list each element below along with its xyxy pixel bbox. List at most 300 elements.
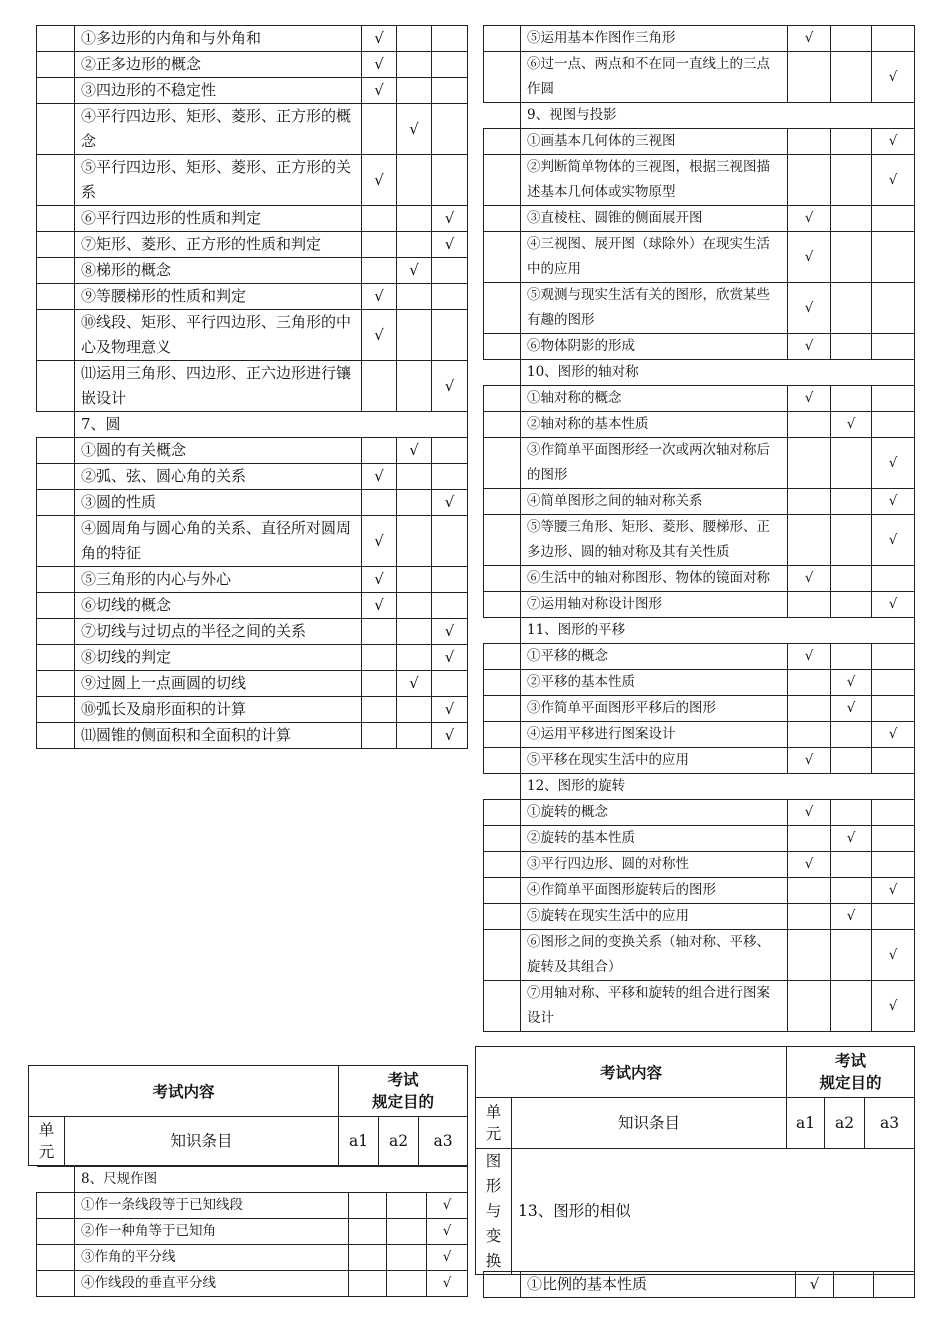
- section-title-7: 7、圆: [75, 412, 468, 438]
- level-a2-cell: [831, 26, 872, 52]
- level-a1-cell: [788, 412, 831, 438]
- level-a2-cell: [397, 697, 432, 723]
- knowledge-item: ②弧、弦、圆心角的关系: [75, 464, 362, 490]
- unit-cell: [484, 878, 521, 904]
- level-a2-header: a2: [379, 1117, 419, 1166]
- table-row: [37, 516, 468, 567]
- level-a1-cell: [788, 670, 831, 696]
- knowledge-item: ③作角的平分线: [75, 1245, 349, 1271]
- level-a2-cell: [397, 671, 432, 697]
- check-mark: √: [442, 1223, 452, 1239]
- level-a1-cell: [788, 592, 831, 618]
- level-a2-cell: [387, 1245, 427, 1271]
- unit-cell: [37, 619, 75, 645]
- unit-cell: [484, 489, 521, 515]
- level-a1-cell: [362, 52, 397, 78]
- level-a2-cell: [831, 722, 872, 748]
- table-row: [37, 567, 468, 593]
- knowledge-item: ⑤观测与现实生活有关的图形，欣赏某些有趣的图形: [521, 283, 788, 334]
- level-a1-cell: [788, 644, 831, 670]
- table-row: [484, 438, 915, 489]
- unit-cell: [37, 206, 75, 232]
- check-mark: √: [804, 856, 814, 872]
- unit-cell: [37, 438, 75, 464]
- level-a3-cell: [872, 412, 915, 438]
- level-a1-cell: [362, 361, 397, 412]
- unit-cell: [484, 52, 521, 103]
- unit-char: 图: [485, 1152, 502, 1170]
- level-a3-header: a3: [419, 1117, 468, 1166]
- level-a2-cell: [397, 645, 432, 671]
- level-a1-cell: [788, 232, 831, 283]
- level-a1-cell: [362, 671, 397, 697]
- unit-cell: [37, 516, 75, 567]
- level-a2-cell: [397, 258, 432, 284]
- level-a1-cell: [362, 206, 397, 232]
- level-a3-header: a3: [865, 1098, 915, 1149]
- level-a2-cell: [831, 800, 872, 826]
- knowledge-item: ①比例的基本性质: [521, 1272, 796, 1298]
- check-mark: √: [846, 674, 856, 690]
- level-a1-cell: [788, 334, 831, 360]
- unit-cell: [484, 386, 521, 412]
- level-a2-cell: [831, 826, 872, 852]
- level-a1-cell: [349, 1193, 387, 1219]
- goal-header-line2: 规定目的: [819, 1073, 882, 1092]
- unit-cell: [484, 566, 521, 592]
- knowledge-item: ①圆的有关概念: [75, 438, 362, 464]
- unit-cell: [37, 52, 75, 78]
- level-a3-cell: [432, 516, 468, 567]
- knowledge-item: ③直棱柱、圆锥的侧面展开图: [521, 206, 788, 232]
- table-row: [37, 619, 468, 645]
- table-row: [484, 981, 915, 1032]
- level-a1-cell: [349, 1219, 387, 1245]
- check-mark: √: [888, 531, 898, 548]
- left-top-table: [36, 25, 468, 749]
- level-a1-cell: [788, 52, 831, 103]
- unit-cell: [37, 1219, 75, 1245]
- level-a2-cell: [397, 104, 432, 155]
- knowledge-item: ⑤等腰三角形、矩形、菱形、腰梯形、正多边形、圆的轴对称及其有关性质: [521, 515, 788, 566]
- level-a3-cell: [872, 232, 915, 283]
- check-mark: √: [888, 997, 898, 1014]
- table-row: [37, 206, 468, 232]
- knowledge-item: ②旋转的基本性质: [521, 826, 788, 852]
- section-row: [484, 774, 915, 800]
- table-row: [37, 1193, 468, 1219]
- check-mark: √: [374, 596, 384, 614]
- left-bottom-table: [36, 1166, 468, 1297]
- unit-cell: [484, 360, 521, 386]
- level-a2-cell: [387, 1219, 427, 1245]
- unit-cell: [484, 722, 521, 748]
- level-a2-cell: [831, 412, 872, 438]
- level-a1-cell: [788, 283, 831, 334]
- unit-cell: [484, 774, 521, 800]
- level-a1-cell: [362, 284, 397, 310]
- level-a1-cell: [362, 464, 397, 490]
- unit-header-line2: 元: [38, 1143, 55, 1161]
- check-mark: √: [374, 570, 384, 588]
- section-title-9: 9、视图与投影: [521, 103, 915, 129]
- level-a3-cell: [432, 310, 468, 361]
- unit-char: 换: [485, 1252, 502, 1270]
- level-a1-cell: [796, 1272, 834, 1298]
- table-row: [484, 489, 915, 515]
- knowledge-item: ⑩线段、矩形、平行四边形、三角形的中心及物理意义: [75, 310, 362, 361]
- unit-cell: [37, 26, 75, 52]
- check-mark: √: [444, 622, 455, 640]
- unit-char: 与: [485, 1202, 502, 1220]
- level-a3-cell: [872, 566, 915, 592]
- level-a1-cell: [362, 697, 397, 723]
- level-a2-cell: [831, 438, 872, 489]
- section-row: [484, 103, 915, 129]
- level-a3-cell: [432, 438, 468, 464]
- knowledge-item: ⑥生活中的轴对称图形、物体的镜面对称: [521, 566, 788, 592]
- check-mark: √: [804, 752, 814, 768]
- table-row: [37, 310, 468, 361]
- table-row: [37, 593, 468, 619]
- unit-header-line1: 单: [38, 1121, 55, 1139]
- table-row: [37, 361, 468, 412]
- level-a3-cell: [874, 1272, 915, 1298]
- check-mark: √: [804, 804, 814, 820]
- knowledge-item: ③四边形的不稳定性: [75, 78, 362, 104]
- level-a1-cell: [788, 981, 831, 1032]
- table-row: [484, 904, 915, 930]
- unit-cell: [484, 155, 521, 206]
- knowledge-item: ③圆的性质: [75, 490, 362, 516]
- knowledge-item: ①作一条线段等于已知线段: [75, 1193, 349, 1219]
- content-header: 考试内容: [476, 1047, 787, 1098]
- level-a3-cell: [872, 852, 915, 878]
- level-a1-cell: [349, 1271, 387, 1297]
- unit-cell: [37, 593, 75, 619]
- check-mark: √: [888, 454, 898, 471]
- level-a2-cell: [831, 878, 872, 904]
- level-a1-cell: [788, 852, 831, 878]
- unit-cell: [37, 258, 75, 284]
- level-a2-cell: [831, 748, 872, 774]
- unit-cell: [37, 1271, 75, 1297]
- level-a2-cell: [397, 78, 432, 104]
- unit-cell: [484, 618, 521, 644]
- table-row: [37, 52, 468, 78]
- unit-cell: [37, 1193, 75, 1219]
- knowledge-item: ⑦运用轴对称设计图形: [521, 592, 788, 618]
- level-a2-cell: [397, 723, 432, 749]
- level-a1-cell: [788, 904, 831, 930]
- level-a2-cell: [397, 284, 432, 310]
- table-row: [37, 26, 468, 52]
- knowledge-item: ③作简单平面图形经一次或两次轴对称后的图形: [521, 438, 788, 489]
- knowledge-item: ②判断简单物体的三视图，根据三视图描述基本几何体或实物原型: [521, 155, 788, 206]
- unit-cell: [37, 671, 75, 697]
- unit-cell: [37, 232, 75, 258]
- level-a1-cell: [362, 310, 397, 361]
- table-row: [484, 566, 915, 592]
- knowledge-item: ①画基本几何体的三视图: [521, 129, 788, 155]
- unit-cell: [37, 412, 75, 438]
- level-a2-cell: [397, 464, 432, 490]
- level-a1-cell: [362, 490, 397, 516]
- level-a3-cell: [872, 800, 915, 826]
- knowledge-item: ④运用平移进行图案设计: [521, 722, 788, 748]
- level-a3-cell: [872, 930, 915, 981]
- level-a1-header: a1: [787, 1098, 825, 1149]
- level-a1-cell: [788, 566, 831, 592]
- level-a3-cell: [872, 515, 915, 566]
- level-a2-cell: [397, 155, 432, 206]
- knowledge-item: ⑤运用基本作图作三角形: [521, 26, 788, 52]
- table-row: [37, 155, 468, 206]
- unit-cell: [484, 283, 521, 334]
- level-a2-cell: [397, 490, 432, 516]
- section-row: [37, 412, 468, 438]
- content-header: 考试内容: [29, 1066, 339, 1117]
- table-row: [484, 826, 915, 852]
- level-a2-cell: [397, 310, 432, 361]
- right-bottom-table: [483, 1271, 915, 1298]
- unit-cell: [37, 1167, 75, 1193]
- level-a1-cell: [788, 206, 831, 232]
- table-row: [37, 1245, 468, 1271]
- level-a1-cell: [788, 515, 831, 566]
- table-row: [484, 1272, 915, 1298]
- check-mark: √: [444, 235, 455, 253]
- check-mark: √: [444, 493, 455, 511]
- check-mark: √: [444, 700, 455, 718]
- level-a2-cell: [831, 515, 872, 566]
- knowledge-item: ②轴对称的基本性质: [521, 412, 788, 438]
- check-mark: √: [888, 946, 898, 963]
- check-mark: √: [804, 390, 814, 406]
- table-row: [484, 800, 915, 826]
- check-mark: √: [374, 55, 384, 73]
- unit-cell: [484, 670, 521, 696]
- level-a2-cell: [397, 438, 432, 464]
- knowledge-item: ④作简单平面图形旋转后的图形: [521, 878, 788, 904]
- level-a2-cell: [831, 52, 872, 103]
- table-row: [37, 1271, 468, 1297]
- knowledge-item: ①平移的概念: [521, 644, 788, 670]
- level-a2-cell: [397, 232, 432, 258]
- table-row: [37, 671, 468, 697]
- unit-cell: [37, 464, 75, 490]
- level-a1-cell: [362, 438, 397, 464]
- check-mark: √: [409, 261, 419, 279]
- level-a1-cell: [788, 26, 831, 52]
- knowledge-item: ⑥过一点、两点和不在同一直线上的三点作圆: [521, 52, 788, 103]
- level-a2-cell: [831, 206, 872, 232]
- level-a1-cell: [362, 619, 397, 645]
- knowledge-item: ③作简单平面图形平移后的图形: [521, 696, 788, 722]
- table-row: [37, 464, 468, 490]
- check-mark: √: [374, 325, 384, 344]
- level-a1-cell: [788, 722, 831, 748]
- unit-cell: [484, 930, 521, 981]
- level-a2-cell: [387, 1271, 427, 1297]
- check-mark: √: [846, 416, 856, 432]
- level-a3-cell: [432, 258, 468, 284]
- goal-header-line1: 考试: [835, 1051, 867, 1070]
- unit-cell: [484, 412, 521, 438]
- level-a3-cell: [432, 723, 468, 749]
- check-mark: √: [804, 30, 814, 46]
- level-a3-cell: [432, 206, 468, 232]
- level-a1-cell: [362, 78, 397, 104]
- check-mark: √: [374, 170, 384, 189]
- level-a1-cell: [788, 826, 831, 852]
- unit-cell: [484, 206, 521, 232]
- check-mark: √: [374, 287, 384, 305]
- knowledge-item: ④平行四边形、矩形、菱形、正方形的概念: [75, 104, 362, 155]
- unit-cell: [37, 361, 75, 412]
- table-row: [37, 258, 468, 284]
- level-a3-cell: [432, 567, 468, 593]
- check-mark: √: [442, 1249, 452, 1265]
- knowledge-item: ②平移的基本性质: [521, 670, 788, 696]
- level-a3-cell: [872, 878, 915, 904]
- level-a2-cell: [831, 852, 872, 878]
- unit-header-line1: 单: [485, 1103, 502, 1121]
- check-mark: √: [809, 1275, 820, 1293]
- level-a2-cell: [834, 1272, 874, 1298]
- unit-cell: [484, 232, 521, 283]
- level-a3-cell: [872, 283, 915, 334]
- knowledge-item: ④简单图形之间的轴对称关系: [521, 489, 788, 515]
- item-header: 知识条目: [65, 1117, 339, 1166]
- unit-cell: [37, 284, 75, 310]
- knowledge-item: ⑦矩形、菱形、正方形的性质和判定: [75, 232, 362, 258]
- section-title-11: 11、图形的平移: [521, 618, 915, 644]
- item-header: 知识条目: [512, 1098, 787, 1149]
- section-title-8: 8、尺规作图: [75, 1167, 468, 1193]
- unit-cell: [484, 1272, 521, 1298]
- table-row: [484, 334, 915, 360]
- unit-cell: [37, 78, 75, 104]
- table-row: [37, 490, 468, 516]
- level-a3-cell: [432, 593, 468, 619]
- level-a3-cell: [872, 155, 915, 206]
- table-row: [484, 26, 915, 52]
- level-a3-cell: [427, 1271, 468, 1297]
- table-row: [484, 412, 915, 438]
- unit-cell: [484, 26, 521, 52]
- level-a3-cell: [872, 670, 915, 696]
- level-a1-cell: [788, 748, 831, 774]
- level-a3-cell: [432, 697, 468, 723]
- unit-cell-transform: [476, 1149, 512, 1275]
- level-a1-cell: [362, 26, 397, 52]
- level-a2-cell: [831, 566, 872, 592]
- knowledge-item: ⑤三角形的内心与外心: [75, 567, 362, 593]
- level-a2-cell: [831, 644, 872, 670]
- level-a2-header: a2: [825, 1098, 865, 1149]
- knowledge-item: ①轴对称的概念: [521, 386, 788, 412]
- level-a2-cell: [831, 489, 872, 515]
- check-mark: √: [888, 726, 898, 742]
- unit-cell: [37, 155, 75, 206]
- unit-cell: [484, 592, 521, 618]
- table-row: [37, 78, 468, 104]
- level-a3-cell: [872, 386, 915, 412]
- check-mark: √: [374, 467, 384, 485]
- level-a1-cell: [788, 129, 831, 155]
- knowledge-item: ⑾运用三角形、四边形、正六边形进行镶嵌设计: [75, 361, 362, 412]
- table-row: [484, 852, 915, 878]
- unit-cell: [484, 826, 521, 852]
- level-a2-cell: [831, 670, 872, 696]
- table-row: [37, 284, 468, 310]
- level-a2-cell: [397, 361, 432, 412]
- check-mark: √: [409, 674, 419, 692]
- knowledge-item: ③平行四边形、圆的对称性: [521, 852, 788, 878]
- level-a3-cell: [432, 284, 468, 310]
- check-mark: √: [804, 248, 814, 265]
- level-a1-cell: [788, 155, 831, 206]
- check-mark: √: [444, 376, 455, 395]
- level-a3-cell: [872, 748, 915, 774]
- goal-header: [787, 1047, 915, 1098]
- level-a1-cell: [362, 567, 397, 593]
- unit-char: 变: [485, 1227, 502, 1245]
- level-a1-cell: [788, 930, 831, 981]
- unit-cell: [37, 697, 75, 723]
- level-a1-cell: [788, 386, 831, 412]
- table-row: [484, 206, 915, 232]
- unit-cell: [37, 567, 75, 593]
- level-a1-cell: [362, 258, 397, 284]
- goal-header-line2: 规定目的: [372, 1092, 435, 1111]
- table-row: [484, 52, 915, 103]
- level-a3-cell: [432, 490, 468, 516]
- level-a2-cell: [831, 232, 872, 283]
- level-a1-cell: [788, 878, 831, 904]
- level-a3-cell: [872, 981, 915, 1032]
- level-a3-cell: [872, 438, 915, 489]
- check-mark: √: [888, 68, 898, 85]
- knowledge-item: ⑩弧长及扇形面积的计算: [75, 697, 362, 723]
- level-a1-cell: [788, 800, 831, 826]
- level-a1-cell: [788, 489, 831, 515]
- knowledge-item: ⑦用轴对称、平移和旋转的组合进行图案设计: [521, 981, 788, 1032]
- unit-cell: [37, 490, 75, 516]
- check-mark: √: [442, 1197, 452, 1213]
- level-a2-cell: [831, 155, 872, 206]
- check-mark: √: [804, 338, 814, 354]
- level-a2-cell: [397, 52, 432, 78]
- level-a1-cell: [362, 155, 397, 206]
- unit-cell: [484, 644, 521, 670]
- knowledge-item: ⑦切线与过切点的半径之间的关系: [75, 619, 362, 645]
- level-a3-cell: [872, 904, 915, 930]
- check-mark: √: [409, 441, 419, 459]
- level-a2-cell: [831, 386, 872, 412]
- table-row: [37, 232, 468, 258]
- unit-header: [476, 1098, 512, 1149]
- check-mark: √: [804, 648, 814, 664]
- check-mark: √: [846, 700, 856, 716]
- check-mark: √: [374, 29, 384, 47]
- level-a3-cell: [872, 722, 915, 748]
- level-a2-cell: [397, 593, 432, 619]
- table-row: [37, 438, 468, 464]
- section-title-10: 10、图形的轴对称: [521, 360, 915, 386]
- check-mark: √: [804, 299, 814, 316]
